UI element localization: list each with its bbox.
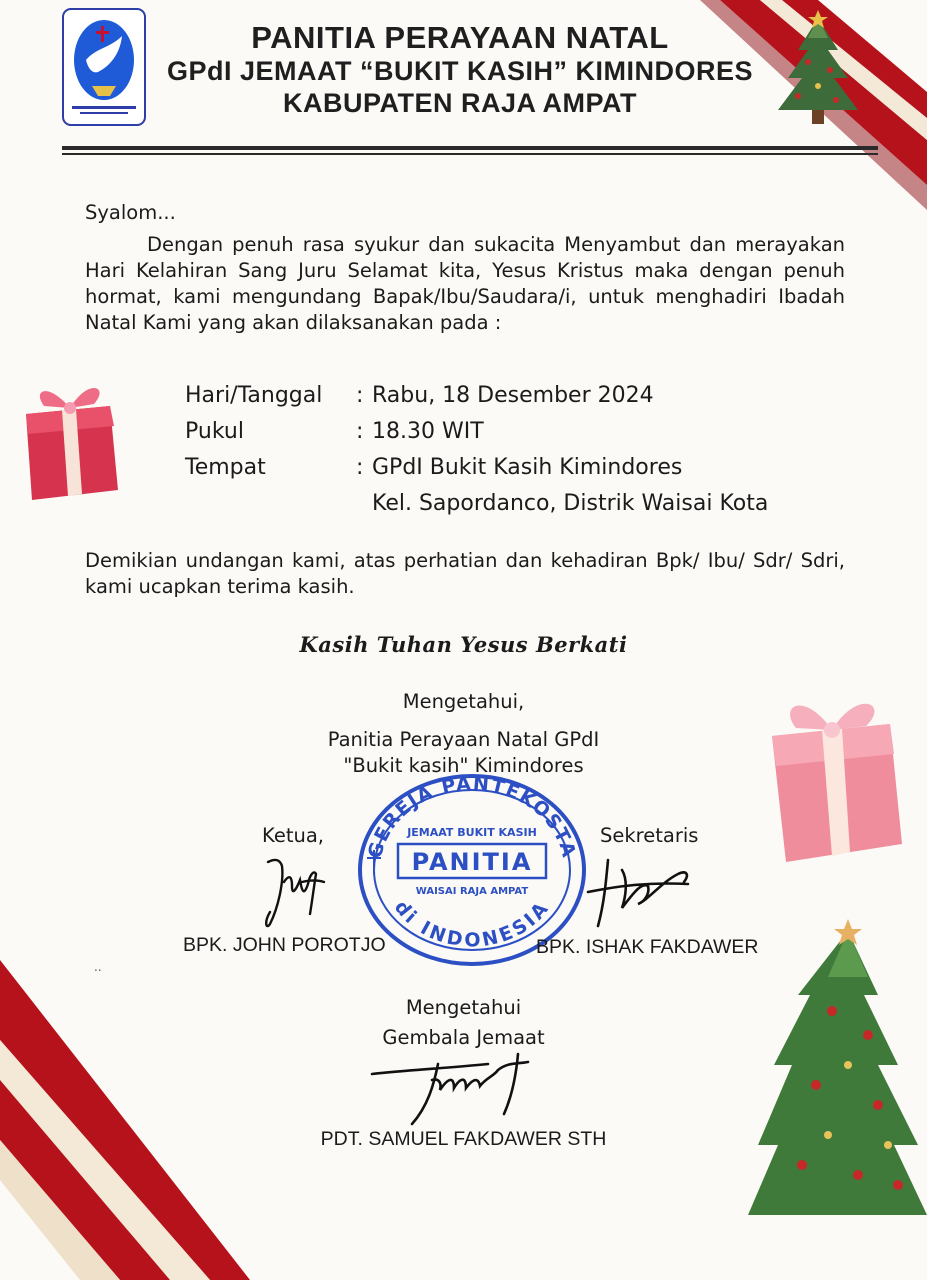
closing-paragraph: Demikian undangan kami, atas perhatian dan kehadiran Bpk/ Ibu/ Sdr/ Sdri, kami ucapkan terima kasih. [85, 549, 845, 598]
acknowledged-label-2: Mengetahui [405, 996, 522, 1019]
pastor-signature [368, 1050, 568, 1130]
chair-name: BPK. JOHN POROTJO [183, 934, 386, 956]
detail-value-place: GPdI Bukit Kasih Kimindores [372, 455, 683, 480]
gift-box-icon [18, 372, 130, 522]
header-divider [62, 146, 878, 150]
detail-value-time: 18.30 WIT [372, 419, 484, 444]
christmas-tree-icon [768, 10, 868, 135]
chair-signature [262, 852, 328, 932]
detail-label-time: Pukul [185, 419, 244, 444]
header-divider-thin [62, 153, 878, 155]
church-dove-logo-icon [62, 8, 146, 126]
detail-value-date: Rabu, 18 Desember 2024 [372, 383, 654, 408]
blessing-line: Kasih Tuhan Yesus Berkati [299, 632, 628, 657]
secretary-name: BPK. ISHAK FAKDAWER [536, 936, 759, 958]
header-region: KABUPATEN RAJA AMPAT [283, 88, 637, 118]
detail-label-place: Tempat [185, 455, 266, 480]
stamp-bottom-arc: di INDONESIA [389, 896, 555, 952]
opening-paragraph: Dengan penuh rasa syukur dan sukacita Menyambut dan merayakan Hari Kelahiran Sang Juru Selamat kita, Yesus Kristus maka dengan penuh hormat, kami mengundang Bapak/Ibu/Saudara/i, untuk menghadiri Ibadah Natal Kami yang akan dilaksanakan pada : [85, 233, 845, 334]
christmas-tree-icon [728, 915, 927, 1245]
secretary-signature [578, 852, 698, 932]
stamp-line-b: WAISAI RAJA AMPAT [415, 886, 529, 897]
committee-name: Panitia Perayaan Natal GPdI [327, 728, 600, 751]
pastor-title: Gembala Jemaat [382, 1026, 545, 1049]
svg-text:di INDONESIA [390, 896, 554, 951]
gift-box-icon [762, 684, 912, 874]
chair-title: Ketua, [262, 824, 324, 847]
detail-label-date: Hari/Tanggal [185, 383, 323, 408]
scan-mark: .. [94, 960, 102, 974]
detail-separator: : [356, 383, 364, 408]
acknowledged-label: Mengetahui, [402, 690, 525, 713]
detail-separator: : [356, 419, 364, 444]
header-church-name: GPdI JEMAAT “BUKIT KASIH” KIMINDORES [166, 56, 753, 86]
detail-address: Kel. Sapordanco, Distrik Waisai Kota [372, 491, 769, 516]
stamp-line-a: JEMAAT BUKIT KASIH [407, 826, 537, 839]
stamp-center: PANITIA [411, 848, 533, 876]
committee-church: "Bukit kasih" Kimindores [343, 754, 584, 777]
secretary-title: Sekretaris [600, 824, 699, 847]
detail-separator: : [356, 455, 364, 480]
stamp-top-arc: GEREJA PANTEKOSTA [363, 772, 581, 861]
greeting: Syalom... [85, 201, 176, 224]
header-title: PANITIA PERAYAAN NATAL [251, 20, 669, 55]
pastor-name: PDT. SAMUEL FAKDAWER STH [320, 1128, 607, 1150]
